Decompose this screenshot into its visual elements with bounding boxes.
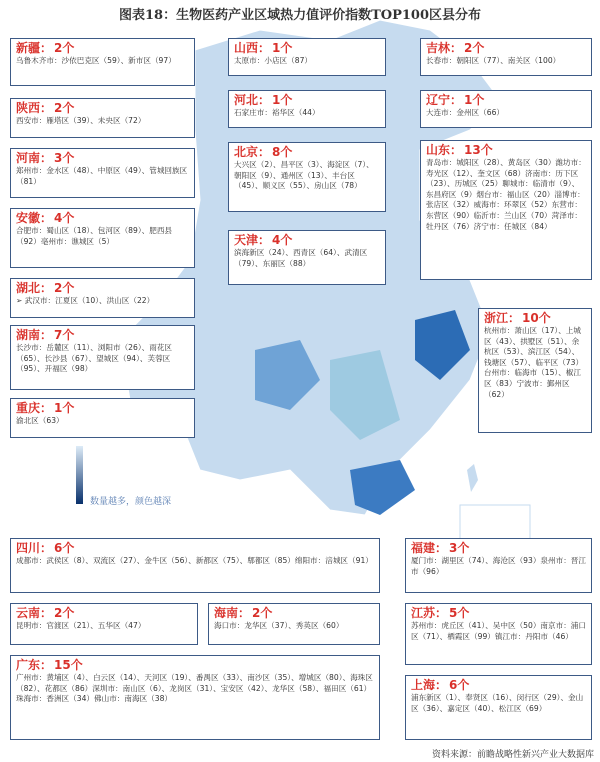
region-count: 2个: [54, 281, 75, 295]
region-name: 浙江: [484, 311, 509, 325]
region-count: 3个: [449, 541, 470, 555]
region-box-hebei: [228, 90, 386, 128]
region-count: 2个: [464, 41, 485, 55]
region-count: 3个: [54, 151, 75, 165]
region-title: 海南： 2个: [214, 606, 273, 620]
region-detail: 海口市：龙华区（37）、秀英区（60）: [214, 621, 344, 630]
region-count: 6个: [449, 678, 470, 692]
region-count: 4个: [272, 233, 293, 247]
region-name: 吉林: [426, 41, 451, 55]
region-title: 湖南： 7个: [16, 328, 75, 342]
legend-label: 数量越多，颜色越深: [90, 497, 172, 507]
region-detail: 杭州市：萧山区（17）、上城区（43）、拱墅区（51）、余杭区（53）、滨江区（54）、钱塘区（57）、临平区（73）台州市：临海市（15）、椒江区（83）宁波市：鄞州区（62）: [484, 326, 584, 399]
region-name: 新疆: [16, 41, 41, 55]
region-title: 福建： 3个: [411, 541, 470, 555]
region-count: 2个: [54, 41, 75, 55]
region-name: 福建: [411, 541, 436, 555]
region-detail: 青岛市：城阳区（28）、黄岛区（30）潍坊市：寿光区（12）、奎文区（68）济南市：历下区（23）、历城区（25）聊城市：临清市（9）、东昌府区（9）烟台市：福山区（20）淄博市：张店区（32）威海市：环翠区（52）东营市：东营区（90）临沂市：兰山区（70）菏泽市：牡丹区（76）济宁市：任城区（84）: [426, 158, 586, 231]
region-name: 河南: [16, 151, 41, 165]
region-count: 10个: [522, 311, 551, 325]
region-box-fujian: [405, 538, 592, 593]
region-box-guangdong: [10, 655, 380, 740]
region-detail: 太原市：小店区（87）: [234, 56, 313, 65]
region-detail: 西安市：雁塔区（39）、未央区（72）: [16, 116, 146, 125]
guangdong-region: [350, 460, 415, 515]
region-detail: 合肥市：蜀山区（18）、包河区（89）、肥西县（92）亳州市：谯城区（5）: [16, 226, 173, 246]
region-box-beijing: [228, 142, 386, 212]
region-count: 13个: [464, 143, 493, 157]
region-title: 北京： 8个: [234, 145, 293, 159]
region-count: 2个: [252, 606, 273, 620]
region-box-xinjiang: [10, 38, 195, 86]
region-name: 山东: [426, 143, 451, 157]
source-note: 资料来源：前瞻战略性新兴产业大数据库: [431, 750, 594, 760]
region-count: 1个: [272, 41, 293, 55]
region-title: 陕西： 2个: [16, 101, 75, 115]
region-detail: 厦门市：湖里区（74）、海沧区（93）泉州市：晋江市（96）: [411, 556, 586, 576]
region-box-shandong: [420, 140, 592, 280]
region-box-yunnan: [10, 603, 198, 645]
region-title: 上海： 6个: [411, 678, 470, 692]
region-name: 广东: [16, 658, 41, 672]
region-box-hubei: [10, 278, 195, 318]
region-name: 上海: [411, 678, 436, 692]
region-title: 湖北： 2个: [16, 281, 75, 295]
region-count: 6个: [54, 541, 75, 555]
region-count: 1个: [272, 93, 293, 107]
region-detail: 滨海新区（24）、西青区（64）、武清区（79）、东丽区（88）: [234, 248, 368, 268]
region-name: 北京: [234, 145, 259, 159]
region-detail: 郑州市：金水区（48）、中原区（49）、管城回族区（81）: [16, 166, 188, 186]
region-box-shaanxi: [10, 98, 195, 138]
region-title: 四川： 6个: [16, 541, 75, 555]
region-box-hunan: [10, 325, 195, 390]
region-count: 4个: [54, 211, 75, 225]
region-title: 天津： 4个: [234, 233, 293, 247]
region-count: 5个: [449, 606, 470, 620]
region-detail: ➢ 武汉市：江夏区（10）、洪山区（22）: [16, 296, 155, 305]
region-detail: 石家庄市：裕华区（44）: [234, 108, 320, 117]
region-count: 2个: [54, 606, 75, 620]
region-box-sichuan: [10, 538, 380, 593]
region-name: 河北: [234, 93, 259, 107]
region-title: 山东： 13个: [426, 143, 493, 157]
region-box-shanxi: [228, 38, 386, 76]
region-title: 山西： 1个: [234, 41, 293, 55]
region-box-tianjin: [228, 230, 386, 285]
region-detail: 广州市：黄埔区（4）、白云区（14）、天河区（19）、番禺区（33）、南沙区（35）、增城区（80）、海珠区（82）、花都区（86）深圳市：南山区（6）、龙岗区（31）、宝安区（42）、龙华区（58）、福田区（61）珠海市：香洲区（34）佛山市：南海区（38）: [16, 673, 373, 704]
region-box-shanghai: [405, 675, 592, 740]
region-title: 江苏： 5个: [411, 606, 470, 620]
region-title: 广东： 15个: [16, 658, 83, 672]
region-detail: 浦东新区（1）、奉贤区（16）、闵行区（29）、金山区（36）、嘉定区（40）、松江区（69）: [411, 693, 584, 713]
region-detail: 成都市：武侯区（8）、双流区（27）、金牛区（56）、新都区（75）、郫都区（85）绵阳市：涪城区（91）: [16, 556, 373, 565]
region-detail: 昆明市：官渡区（21）、五华区（47）: [16, 621, 146, 630]
region-title: 辽宁： 1个: [426, 93, 485, 107]
region-count: 1个: [464, 93, 485, 107]
figure-title: 图表18：生物医药产业区域热力值评价指数TOP100区县分布: [118, 8, 481, 23]
region-detail: 苏州市：虎丘区（41）、吴中区（50）南京市：浦口区（71）、栖霞区（99）镇江市：丹阳市（46）: [411, 621, 586, 641]
region-count: 15个: [54, 658, 83, 672]
region-name: 湖北: [16, 281, 41, 295]
region-count: 7个: [54, 328, 75, 342]
region-box-liaoning: [420, 90, 592, 128]
region-title: 新疆： 2个: [16, 41, 75, 55]
region-detail: 乌鲁木齐市：沙依巴克区（59）、新市区（97）: [16, 56, 176, 65]
region-title: 河南： 3个: [16, 151, 75, 165]
region-box-henan: [10, 148, 195, 198]
region-title: 重庆： 1个: [16, 401, 75, 415]
region-title: 河北： 1个: [234, 93, 293, 107]
region-box-hainan: [208, 603, 380, 645]
region-detail: 大兴区（2）、昌平区（3）、海淀区（7）、朝阳区（9）、通州区（13）、丰台区（45）、顺义区（55）、房山区（78）: [234, 160, 374, 191]
region-title: 安徽： 4个: [16, 211, 75, 225]
region-name: 山西: [234, 41, 259, 55]
region-count: 8个: [272, 145, 293, 159]
region-box-jilin: [420, 38, 592, 76]
region-box-jiangsu: [405, 603, 592, 665]
region-count: 2个: [54, 101, 75, 115]
region-box-zhejiang: [478, 308, 592, 433]
region-box-anhui: [10, 208, 195, 268]
region-name: 湖南: [16, 328, 41, 342]
region-name: 陕西: [16, 101, 41, 115]
region-name: 四川: [16, 541, 41, 555]
region-name: 海南: [214, 606, 239, 620]
region-title: 浙江： 10个: [484, 311, 551, 325]
taiwan-shape: [467, 464, 478, 492]
region-count: 1个: [54, 401, 75, 415]
region-name: 重庆: [16, 401, 41, 415]
region-detail: 渝北区（63）: [16, 416, 64, 425]
region-name: 云南: [16, 606, 41, 620]
legend-gradient-bar: [76, 446, 83, 504]
region-title: 云南： 2个: [16, 606, 75, 620]
region-box-chongqing: [10, 398, 195, 438]
region-name: 天津: [234, 233, 259, 247]
region-detail: 大连市：金州区（66）: [426, 108, 505, 117]
region-name: 安徽: [16, 211, 41, 225]
region-title: 吉林： 2个: [426, 41, 485, 55]
region-detail: 长沙市：岳麓区（11）、浏阳市（26）、雨花区（65）、长沙县（67）、望城区（94）、芙蓉区（95）、开福区（98）: [16, 343, 173, 374]
region-name: 辽宁: [426, 93, 451, 107]
region-name: 江苏: [411, 606, 436, 620]
region-detail: 长春市：朝阳区（77）、南关区（100）: [426, 56, 561, 65]
